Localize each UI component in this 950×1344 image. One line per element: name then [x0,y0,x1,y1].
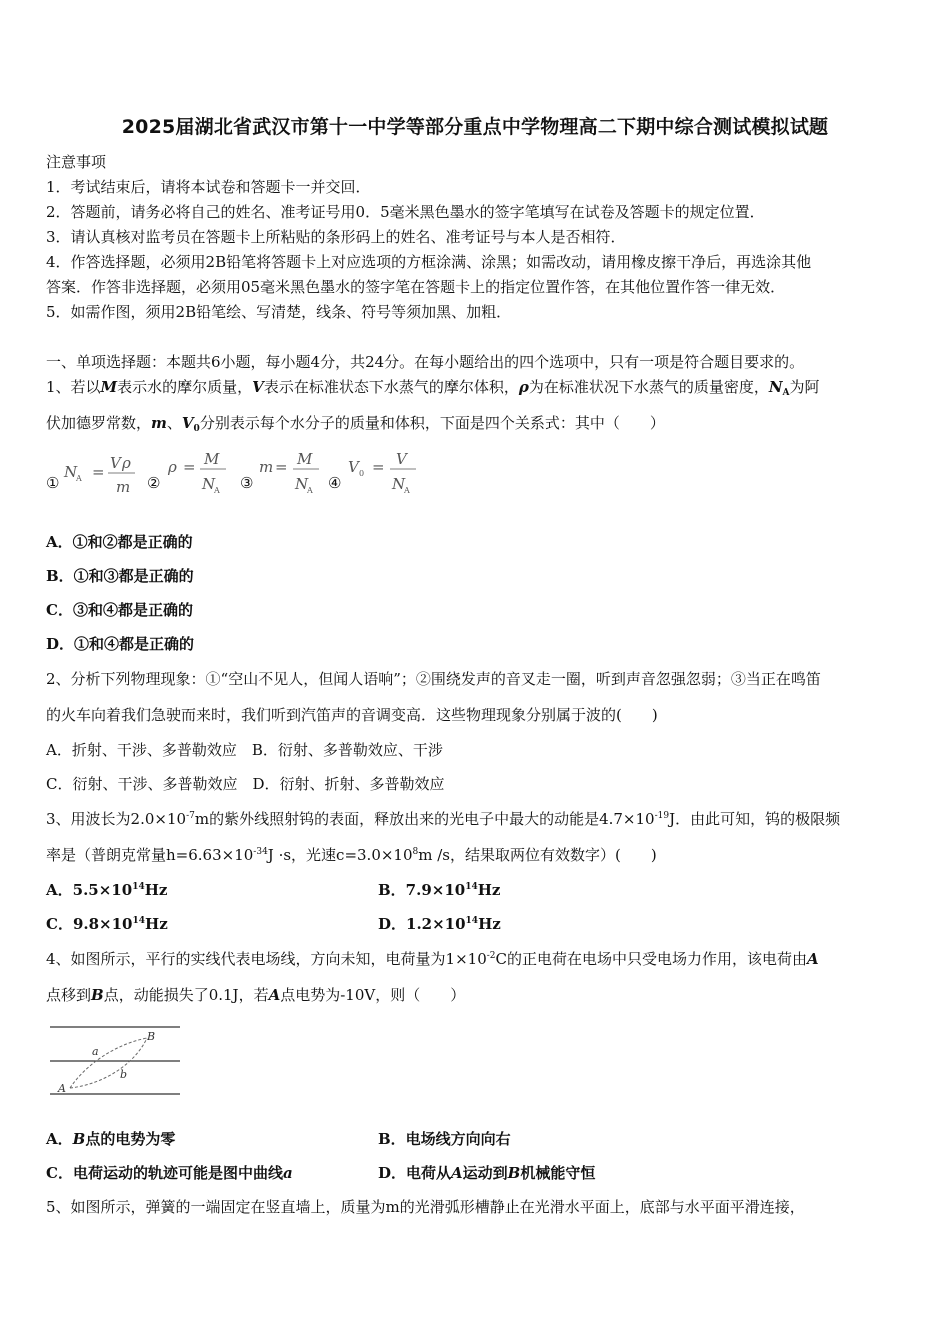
q3-option-b [378,880,500,900]
sym: V [110,454,121,472]
q1-stem-line2 [46,413,665,433]
subscript: A [782,388,790,398]
text: 点电势为-10V，则（ ） [280,986,466,1004]
exponent: -34 [253,847,268,857]
q3-option-a [46,880,167,900]
text: 点的电势为零 [85,1130,176,1148]
q4-option-d [378,1163,595,1183]
text: D．1.2×10 [378,915,466,933]
q1-option-d: D．①和④都是正确的 [46,635,195,653]
text: Hz [144,881,168,899]
q2-options-cd: C．衍射、干涉、多普勒效应 D．衍射、折射、多普勒效应 [46,775,445,793]
text: 表示在标准状态下水蒸气的摩尔体积， [263,378,519,396]
notice-item: 1．考试结束后，请将本试卷和答题卡一并交回． [46,178,371,196]
curve-b [70,1038,147,1088]
text: m的紫外线照射钨的表面，释放出来的光电子中最大的动能是4.7×10 [194,810,655,828]
var-V: V [252,378,264,396]
notice-item: 2．答题前，请务必将自己的姓名、准考证号用0．5毫米黑色墨水的签字笔填写在试卷及答题卡的规定位置． [46,203,765,221]
sym: A [404,486,410,495]
sym: A [307,486,313,495]
text: 1、若以 [46,378,101,396]
q2-options-ab: A．折射、干涉、多普勒效应 B．衍射、多普勒效应、干涉 [46,741,443,759]
label-B: B [147,1030,156,1043]
text: 分别表示每个水分子的质量和体积，下面是四个关系式：其中（ ） [199,414,665,432]
notice-item: 5．如需作图，须用2B铅笔绘、写清楚，线条、符号等须加黑、加粗． [46,303,512,321]
text: 、 [166,414,182,432]
text: 4、如图所示，平行的实线代表电场线，方向未知，电荷量为1×10 [46,950,487,968]
sym: N [392,475,406,493]
text: Hz [478,915,501,933]
q2-stem-line2: 的火车向着我们急驶而来时，我们听到汽笛声的音调变高．这些物理现象分别属于波的( ) [46,706,658,724]
exponent: 14 [132,882,145,892]
text: Hz [145,915,168,933]
text: 运动到 [462,1164,508,1182]
text: 伏加德罗常数， [46,414,152,432]
var-V0: V [181,414,194,432]
formula-label-3: ③ [240,474,254,492]
text: Hz [477,881,501,899]
sym: = [275,458,288,476]
q4-stem-line1 [46,949,819,969]
text: 机械能守恒 [520,1164,596,1182]
text: 点移到 [46,986,92,1004]
notice-item: 答案．作答非选择题，必须用05毫米黑色墨水的签字笔在答题卡上的指定位置作答，在其他位置作答一律无效． [46,278,786,296]
text: A．5.5×10 [46,881,133,899]
text: J．由此可知，钨的极限频 [669,810,841,828]
var-B: B [91,986,104,1004]
notice-item: 3．请认真核对监考员在答题卡上所粘贴的条形码上的姓名、准考证号与本人是否相符． [46,228,626,246]
sym: = [183,458,196,476]
formula-label-2: ② [147,474,161,492]
q4-option-b: B．电场线方向向右 [378,1130,511,1148]
var-a: a [282,1164,293,1182]
var-m: m [151,414,167,432]
sym: N [64,463,78,481]
label-A: A [58,1082,66,1095]
q1-formulas [46,446,466,502]
notice-item: 4．作答选择题，必须用2B铅笔将答题卡上对应选项的方框涂满、涂黑；如需改动，请用橡皮擦干净后，再选涂其他 [46,253,812,271]
sym: m [259,458,274,476]
q5-stem-line1: 5、如图所示，弹簧的一端固定在竖直墙上，质量为m的光滑弧形槽静止在光滑水平面上，底部与水平面平滑连接， [46,1198,805,1216]
q4-field-figure [46,1022,186,1098]
text: C的正电荷在电场中只受电场力作用，该电荷由 [495,950,808,968]
text: m /s，结果取两位有效数字）( ) [418,846,657,864]
exponent: -19 [654,811,670,821]
sym: 0 [359,469,365,478]
sym: ρ [168,458,177,476]
q3-option-d [378,914,501,934]
var-A: A [451,1164,463,1182]
page-title: 2025届湖北省武汉市第十一中学等部分重点中学物理高二下期中综合测试模拟试题 [121,116,829,138]
text: 3、用波长为2.0×10 [46,810,187,828]
text: 表示水的摩尔质量， [117,378,253,396]
text: B．7.9×10 [378,881,466,899]
exponent: 14 [465,882,478,892]
sym: V [396,450,407,468]
var-rho: ρ [518,378,529,396]
q4-option-a [46,1129,175,1149]
q1-option-c: C．③和④都是正确的 [46,601,193,619]
q4-option-c [46,1163,293,1183]
notice-heading: 注意事项 [46,153,107,171]
text: C．电荷运动的轨迹可能是图中曲线 [46,1164,283,1182]
exponent: 8 [412,847,419,857]
var-B: B [72,1130,86,1148]
text: C．9.8×10 [46,915,133,933]
text: 为在标准状况下水蒸气的质量密度， [528,378,769,396]
formula-label-4: ④ [328,474,342,492]
q4-stem-line2 [46,985,465,1005]
text: 点，动能损失了0.1J，若 [103,986,269,1004]
sym: A [214,486,220,495]
sym: N [295,475,309,493]
var-M: M [100,378,118,396]
q3-stem-line1 [46,809,840,829]
sym: m [116,478,131,496]
sym: V [348,458,359,476]
text: J ·s，光速c=3.0×10 [267,846,413,864]
text: D．电荷从 [378,1164,452,1182]
sym: M [297,450,313,468]
subscript: 0 [193,424,200,434]
sym: M [204,450,220,468]
text: 率是（普朗克常量h=6.63×10 [46,846,254,864]
q1-option-a: A．①和②都是正确的 [46,533,193,551]
text: 为阿 [789,378,820,396]
sym: N [202,475,216,493]
curve-a [70,1038,147,1088]
q3-option-c [46,914,168,934]
label-b: b [120,1068,128,1081]
exponent: 14 [132,916,146,926]
sym: = [372,458,385,476]
var-B: B [507,1164,521,1182]
sym: = [92,463,105,481]
text: A． [46,1130,73,1148]
sym: ρ [122,454,131,472]
section-heading: 一、单项选择题：本题共6小题，每小题4分，共24分。在每小题给出的四个选项中，只有一项是符合题目要求的。 [46,353,805,371]
sym: A [76,474,82,483]
q2-stem-line1: 2、分析下列物理现象：①“空山不见人，但闻人语响”；②围绕发声的音叉走一圈，听到声音忽强忽弱；③当正在鸣笛 [46,670,821,688]
var-NA: N [768,378,783,396]
q1-stem-line1 [46,377,820,397]
q1-option-b: B．①和③都是正确的 [46,567,194,585]
var-A: A [807,950,819,968]
label-a: a [92,1045,99,1058]
var-A: A [268,986,281,1004]
exponent: -2 [486,951,496,961]
exponent: -7 [186,811,195,821]
q3-stem-line2 [46,845,657,865]
formula-label-1: ① [46,474,60,492]
exponent: 14 [465,916,479,926]
